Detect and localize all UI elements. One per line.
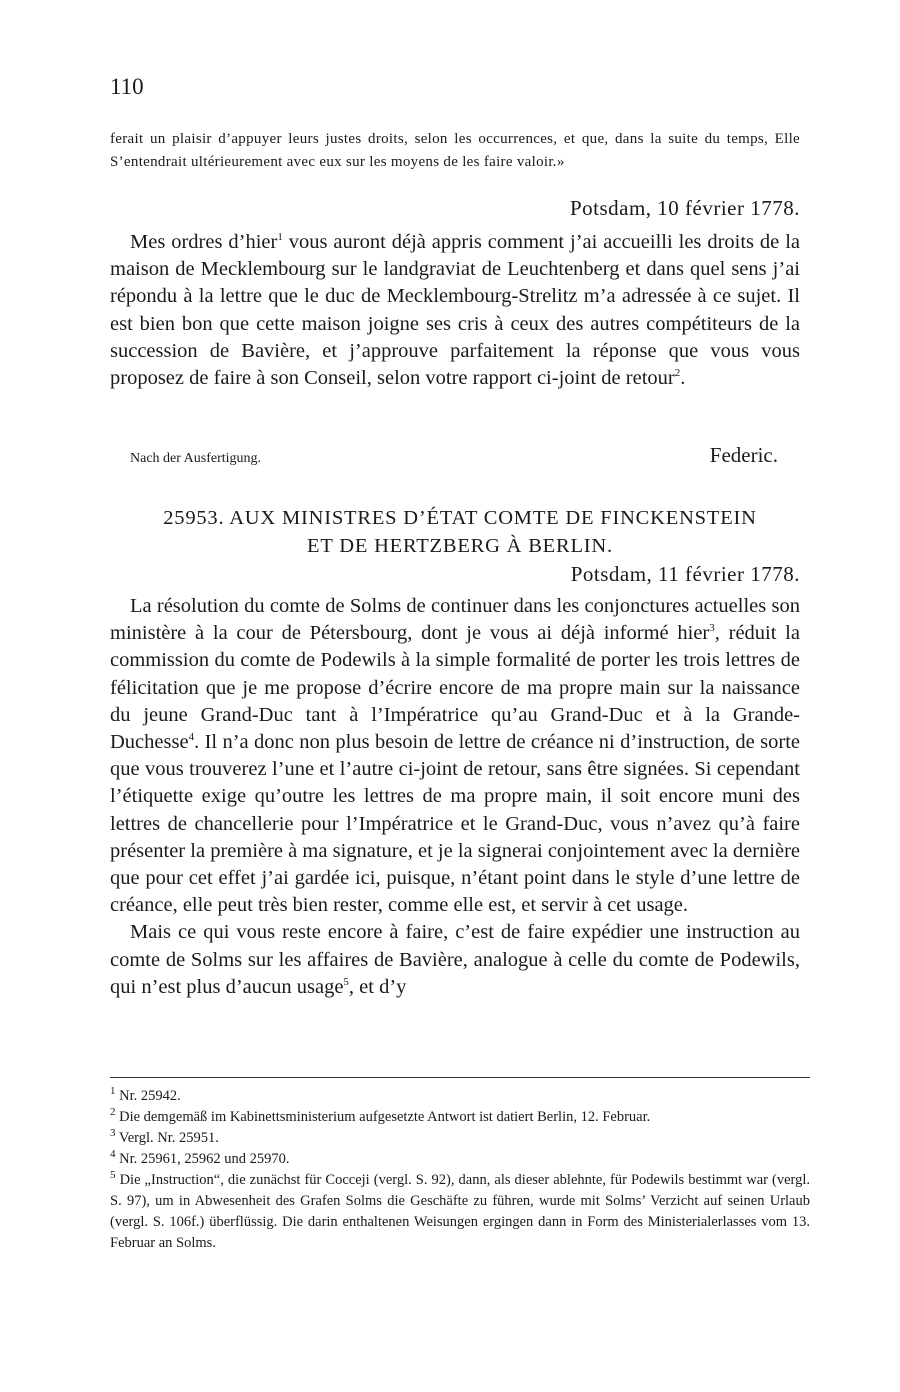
letter-2-heading-line-1: 25953. AUX MINISTRES D’ÉTAT COMTE DE FINCKENSTEIN — [163, 507, 757, 529]
footnote-mark: 3 — [110, 1127, 116, 1140]
footnote-4 — [110, 1149, 810, 1170]
letter-2-heading-line-2: ET DE HERTZBERG À BERLIN. — [307, 535, 613, 557]
footnote-mark: 1 — [110, 1085, 116, 1098]
letter-1-closing — [110, 443, 800, 468]
footnotes — [110, 1086, 810, 1254]
footnote-5 — [110, 1170, 810, 1254]
letter-2-dateline: Potsdam, 11 février 1778. — [570, 562, 800, 586]
previous-letter-continuation: ferait un plaisir d’appuyer leurs justes droits, selon les occurrences, et que, dans la suite du temps, Elle S’entendrait ultérieurement avec eux sur les moyens de les faire valoir.» — [110, 131, 800, 170]
footnote-text: Vergl. Nr. 25951. — [118, 1130, 219, 1146]
letter-2-p2-b: , et d’y — [348, 975, 407, 998]
footnote-1 — [110, 1086, 810, 1107]
letter-2-paragraph-2 — [110, 919, 800, 1001]
source-note: Nach der Ausfertigung. — [130, 451, 262, 466]
signature: Federic. — [709, 443, 778, 467]
page-number: 110 — [110, 74, 144, 99]
footnote-text: Nr. 25961, 25962 und 25970. — [119, 1151, 290, 1167]
letter-1-text-b: vous auront déjà appris comment j’ai accueilli les droits de la maison de Mecklembourg sur le landgraviat de Leuchtenberg et dans quel sens j’ai répondu à la lettre que le duc de Mecklembourg-Strelitz m’a adressée à ce sujet. Il est bien bon que cette maison joigne ses cris à ceux des autres compétiteurs de la succession de Bavière, et j’approuve parfaitement la réponse que vous vous proposez de faire à son Conseil, selon votre rapport ci-joint de retour — [110, 231, 801, 390]
footnote-ref-3: 3 — [709, 622, 715, 635]
letter-1-body — [110, 229, 800, 392]
letter-2-paragraph-1 — [110, 593, 800, 919]
footnote-ref-1: 1 — [277, 231, 283, 244]
letter-1-dateline: Potsdam, 10 février 1778. — [569, 196, 800, 220]
footnote-ref-2: 2 — [674, 367, 681, 380]
footnote-2 — [110, 1107, 810, 1128]
footnote-ref-5: 5 — [343, 976, 349, 989]
letter-2-p1-c: . Il n’a donc non plus besoin de lettre de créance ni d’instruction, de sorte que vous trouverez l’une et l’autre ci-joint de retour, sans être signées. Si cependant l’étiquette exige qu’outre les lettres de ma propre main, il soit encore muni des lettres de chancellerie pour l’Impératrice et le Grand-Duc, vous n’avez qu’à faire présenter la première à ma signature, et je la signerai conjointement avec la dernière que pour cet effet j’ai gardée ici, puisque, n’étant point dans le style d’une lettre de créance, elle peut très bien rester, comme elle est, et servir à cet usage. — [110, 731, 800, 917]
letter-2-p1-b: , réduit la commission du comte de Podewils à la simple formalité de porter les trois lettres de félicitation que je me propose d’écrire encore de ma propre main sur la naissance du jeune Grand-Duc tant à l’Impératrice qu’au Grand-Duc et à la Grande-Duchesse — [110, 622, 800, 754]
footnote-text: Die „Instruction“, die zunächst für Cocceji (vergl. S. 92), dann, als dieser ablehnte, für Podewils bestimmt war (vergl. S. 97), um in Abwesenheit des Grafen Solms die Geschäfte zu führen, wurde mit Solms’ Verzicht auf seinen Urlaub (vergl. S. 106f.) überflüssig. Die darin enthaltenen Weisungen ergingen dann in Form des Ministerialerlasses vom 13. Februar an Solms. — [110, 1172, 811, 1251]
footnote-text: Nr. 25942. — [119, 1088, 181, 1104]
letter-1-text-a: Mes ordres d’hier — [130, 231, 278, 253]
footnote-ref-4: 4 — [188, 731, 195, 744]
footnote-mark: 5 — [110, 1169, 116, 1182]
letter-1-text-c: . — [680, 367, 686, 390]
footnote-divider — [110, 1077, 810, 1078]
letter-2-heading — [110, 504, 810, 560]
footnote-text: Die demgemäß im Kabinettsministerium aufgesetzte Antwort ist datiert Berlin, 12. Februar. — [119, 1109, 651, 1125]
letter-2-p1-a: La résolution du comte de Solms de continuer dans les conjonctures actuelles son ministère à la cour de Pétersbourg, dont je vous ai déjà informé hier — [110, 595, 800, 645]
footnote-mark: 4 — [110, 1148, 116, 1161]
letter-2-p2-a: Mais ce qui vous reste encore à faire, c’est de faire expédier une instruction au comte de Solms sur les affaires de Bavière, analogue à celle du comte de Podewils, qui n’est plus d’aucun usage — [110, 921, 800, 998]
footnote-3 — [110, 1128, 810, 1149]
letter-2-body — [110, 593, 800, 1001]
footnote-mark: 2 — [110, 1106, 116, 1119]
